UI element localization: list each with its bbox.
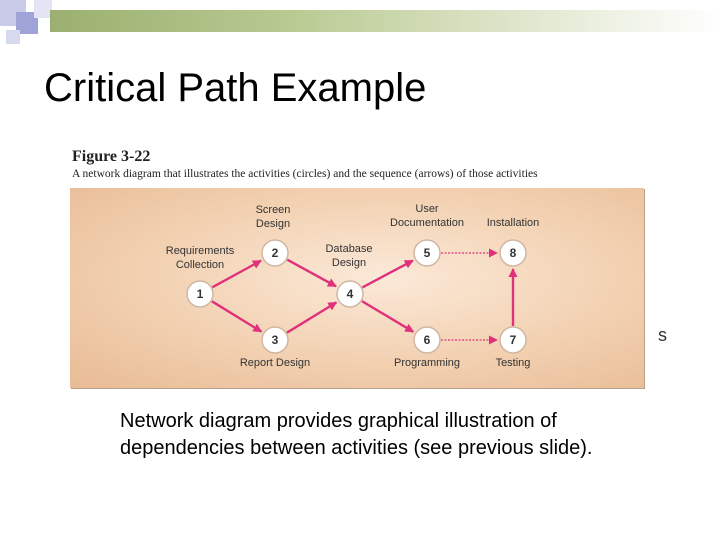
node-4-number: 4 bbox=[346, 287, 354, 301]
node-2-label-line-2: Design bbox=[255, 218, 291, 230]
node-8-number: 8 bbox=[509, 246, 517, 260]
node-5-label-line-1: User bbox=[415, 203, 439, 215]
stray-text-fragment: s bbox=[658, 325, 667, 345]
header-accent-bar bbox=[50, 10, 720, 32]
figure-label: Figure 3-22 bbox=[72, 148, 151, 165]
slide-body-text: Network diagram provides graphical illustration of dependencies between activities (see previous slide). bbox=[120, 410, 593, 459]
node-6-label-line-1: Programming bbox=[393, 357, 461, 369]
decor-square-4 bbox=[6, 30, 20, 44]
slide-title: Critical Path Example bbox=[44, 66, 427, 110]
network-diagram-svg bbox=[70, 188, 644, 388]
figure-caption: A network diagram that illustrates the activities (circles) and the sequence (arrows) of those activities bbox=[72, 168, 538, 180]
node-2-number: 2 bbox=[271, 246, 279, 260]
node-6-number: 6 bbox=[423, 333, 431, 347]
edge-4-6 bbox=[362, 301, 413, 332]
node-2-label-line-1: Screen bbox=[255, 204, 291, 216]
node-5-number: 5 bbox=[423, 246, 431, 260]
node-1-number: 1 bbox=[196, 287, 204, 301]
node-4-label-line-2: Design bbox=[331, 257, 367, 269]
edge-1-3 bbox=[212, 301, 261, 331]
node-7-label-line-1: Testing bbox=[495, 357, 531, 369]
node-3-label-line-1: Report Design bbox=[239, 357, 311, 369]
node-7-number: 7 bbox=[509, 333, 517, 347]
node-5-label-line-2: Documentation bbox=[390, 217, 464, 229]
edge-2-4 bbox=[287, 260, 336, 287]
node-3-number: 3 bbox=[271, 333, 279, 347]
edge-4-5 bbox=[362, 261, 413, 288]
node-4-label-line-1: Database bbox=[325, 243, 373, 255]
network-diagram bbox=[70, 188, 644, 388]
edge-3-4 bbox=[287, 302, 336, 332]
node-8-label-line-1: Installation bbox=[486, 217, 540, 229]
node-1-label-line-2: Collection bbox=[175, 259, 225, 271]
node-1-label-line-1: Requirements bbox=[165, 245, 235, 257]
